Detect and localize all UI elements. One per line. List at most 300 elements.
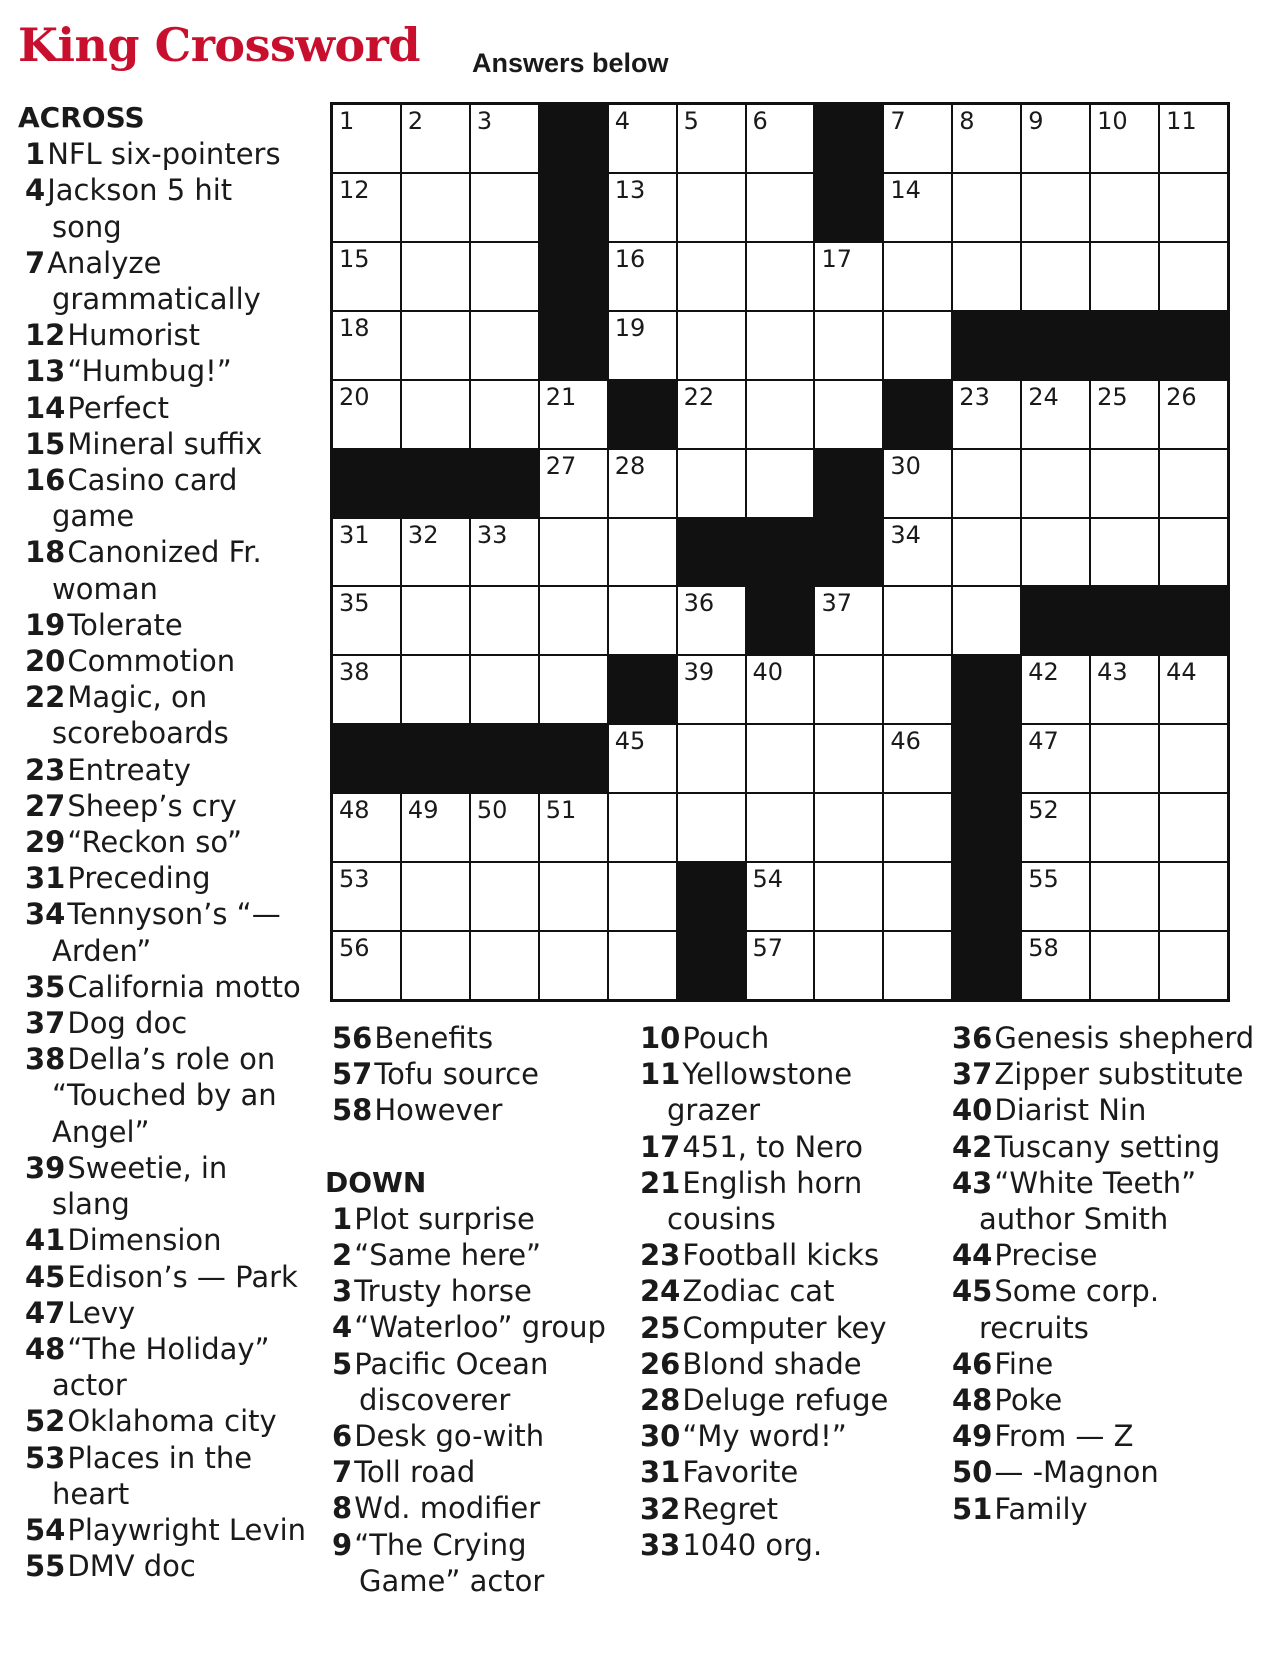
clue-number: 34: [25, 897, 66, 932]
down-clue: [325, 1346, 625, 1418]
cell-number: 3: [476, 107, 493, 135]
grid-cell[interactable]: [1160, 794, 1227, 861]
grid-cell[interactable]: [1022, 794, 1089, 861]
clue-text: Tolerate: [67, 607, 183, 642]
across-clue: [18, 1403, 308, 1439]
grid-cell[interactable]: [471, 519, 538, 586]
cell-number: 24: [1028, 382, 1059, 411]
clue-text: Desk go-with: [354, 1419, 545, 1454]
grid-cell[interactable]: [540, 932, 607, 999]
clue-number: 48: [25, 1331, 66, 1366]
across-clue: [325, 1020, 625, 1056]
across-clue: [18, 607, 308, 643]
across-clue: [18, 1331, 308, 1403]
grid-cell[interactable]: [471, 381, 538, 448]
grid-cell[interactable]: [333, 312, 400, 379]
cell-number: 58: [1028, 934, 1059, 963]
clue-text: Blond shade: [682, 1346, 862, 1381]
clue-number: 2: [332, 1238, 353, 1273]
grid-cell[interactable]: [609, 243, 676, 310]
black-square: [678, 863, 745, 930]
clue-number: 5: [332, 1346, 353, 1381]
clue-number: 25: [640, 1310, 681, 1345]
grid-cell[interactable]: [1091, 381, 1158, 448]
clue-text: Playwright Levin: [67, 1512, 307, 1547]
grid-cell[interactable]: [1022, 450, 1089, 517]
clue-number: 39: [25, 1150, 66, 1185]
across-clue: [18, 172, 308, 244]
grid-cell[interactable]: [747, 174, 814, 241]
black-square: [471, 450, 538, 517]
grid-cell[interactable]: [953, 105, 1020, 172]
grid-cell[interactable]: [815, 725, 882, 792]
clue-number: 31: [25, 861, 66, 896]
clue-text: Yellowstone grazer: [667, 1057, 853, 1128]
black-square: [471, 725, 538, 792]
grid-cell[interactable]: [333, 863, 400, 930]
clue-text: Edison’s — Park: [67, 1259, 298, 1294]
clue-number: 28: [640, 1383, 681, 1418]
grid-cell[interactable]: [678, 243, 745, 310]
down-clue: [945, 1418, 1275, 1454]
cell-number: 7: [890, 107, 906, 135]
down-clue: [633, 1454, 933, 1490]
across-clue: [18, 824, 308, 860]
crossword-grid: [330, 102, 1230, 1002]
grid-cell[interactable]: [402, 105, 469, 172]
grid-cell[interactable]: [609, 174, 676, 241]
down-clue: [633, 1418, 933, 1454]
grid-cell[interactable]: [747, 863, 814, 930]
grid-cell[interactable]: [1091, 519, 1158, 586]
grid-cell[interactable]: [884, 450, 951, 517]
grid-cell[interactable]: [609, 587, 676, 654]
cell-number: 37: [821, 589, 852, 618]
grid-cell[interactable]: [1160, 519, 1227, 586]
grid-cell[interactable]: [747, 312, 814, 379]
cell-number: 36: [683, 589, 715, 618]
clue-text: Computer key: [682, 1310, 887, 1345]
cell-number: 31: [339, 520, 370, 549]
down-clue: [633, 1237, 933, 1273]
grid-cell[interactable]: [678, 105, 745, 172]
clue-number: 11: [640, 1057, 681, 1092]
grid-cell[interactable]: [1022, 105, 1089, 172]
across-clue: [325, 1056, 625, 1092]
grid-cell[interactable]: [815, 932, 882, 999]
cell-number: 25: [1097, 382, 1128, 411]
clue-text: Pacific Ocean discoverer: [354, 1346, 549, 1417]
cell-number: 55: [1028, 865, 1059, 894]
grid-cell[interactable]: [678, 725, 745, 792]
grid-cell[interactable]: [678, 587, 745, 654]
grid-cell[interactable]: [884, 794, 951, 861]
clue-text: Tennyson’s “— Arden”: [52, 897, 281, 968]
black-square: [953, 656, 1020, 723]
black-square: [540, 312, 607, 379]
grid-cell[interactable]: [1160, 105, 1227, 172]
cell-number: 6: [752, 107, 768, 135]
down-clue: [945, 1092, 1275, 1128]
down-clue: [945, 1491, 1275, 1527]
grid-cell[interactable]: [402, 312, 469, 379]
grid-cell[interactable]: [540, 519, 607, 586]
cell-number: 13: [614, 175, 646, 204]
grid-cell[interactable]: [609, 725, 676, 792]
clue-number: 14: [25, 390, 66, 425]
grid-cell[interactable]: [1160, 863, 1227, 930]
grid-cell[interactable]: [953, 450, 1020, 517]
clue-number: 50: [952, 1455, 993, 1490]
clue-text: Levy: [67, 1295, 136, 1330]
clue-number: 43: [952, 1165, 993, 1200]
black-square: [815, 174, 882, 241]
grid-cell[interactable]: [402, 794, 469, 861]
down-clue: [325, 1309, 625, 1345]
across-clue: [18, 1005, 308, 1041]
grid-cell[interactable]: [884, 587, 951, 654]
grid-cell[interactable]: [1091, 174, 1158, 241]
across-clue: [18, 679, 308, 751]
clue-text: Magic, on scoreboards: [52, 680, 229, 751]
grid-cell[interactable]: [953, 174, 1020, 241]
clue-number: 21: [640, 1165, 681, 1200]
cell-number: 2: [407, 107, 424, 135]
down-clue: [633, 1056, 933, 1128]
grid-cell[interactable]: [540, 863, 607, 930]
grid-cell[interactable]: [540, 587, 607, 654]
cell-number: 9: [1028, 107, 1044, 135]
black-square: [609, 381, 676, 448]
black-square: [609, 656, 676, 723]
grid-cell[interactable]: [1160, 932, 1227, 999]
grid-cell[interactable]: [884, 519, 951, 586]
grid-cell[interactable]: [815, 587, 882, 654]
grid-cell[interactable]: [747, 450, 814, 517]
grid-cell[interactable]: [884, 725, 951, 792]
grid-cell[interactable]: [678, 794, 745, 861]
grid-cell[interactable]: [471, 174, 538, 241]
cell-number: 19: [614, 313, 646, 342]
black-square: [953, 725, 1020, 792]
down-clue: [945, 1237, 1275, 1273]
grid-cell[interactable]: [402, 519, 469, 586]
clue-number: 10: [640, 1021, 681, 1055]
grid-cell[interactable]: [471, 932, 538, 999]
black-square: [678, 932, 745, 999]
cell-number: 12: [339, 175, 370, 204]
down-clue: [945, 1382, 1275, 1418]
clue-text: Benefits: [374, 1021, 494, 1055]
grid-cell[interactable]: [1160, 174, 1227, 241]
grid-cell[interactable]: [402, 656, 469, 723]
clue-text: Tuscany setting: [994, 1129, 1221, 1164]
grid-cell[interactable]: [815, 656, 882, 723]
grid-cell[interactable]: [884, 312, 951, 379]
across-clue: [18, 860, 308, 896]
grid-cell[interactable]: [953, 587, 1020, 654]
grid-cell[interactable]: [1091, 794, 1158, 861]
black-square: [815, 105, 882, 172]
grid-cell[interactable]: [747, 932, 814, 999]
grid-cell[interactable]: [333, 519, 400, 586]
cell-number: 4: [614, 107, 630, 135]
grid-cell[interactable]: [1160, 381, 1227, 448]
grid-cell[interactable]: [471, 312, 538, 379]
clue-column-2: [325, 1020, 625, 1599]
grid-cell[interactable]: [678, 174, 745, 241]
grid-cell[interactable]: [884, 932, 951, 999]
grid-cell[interactable]: [815, 863, 882, 930]
clue-text: Deluge refuge: [682, 1383, 889, 1418]
grid-cell[interactable]: [402, 174, 469, 241]
grid-cell[interactable]: [609, 794, 676, 861]
grid-cell[interactable]: [1160, 725, 1227, 792]
cell-number: 1: [339, 107, 355, 135]
grid-cell[interactable]: [471, 794, 538, 861]
grid-cell[interactable]: [815, 243, 882, 310]
clue-number: 47: [25, 1295, 66, 1330]
grid-cell[interactable]: [333, 587, 400, 654]
grid-cell[interactable]: [678, 450, 745, 517]
black-square: [540, 174, 607, 241]
black-square: [402, 725, 469, 792]
grid-cell[interactable]: [747, 794, 814, 861]
clue-text: Wd. modifier: [354, 1491, 541, 1526]
clue-number: 26: [640, 1346, 681, 1381]
grid-cell[interactable]: [333, 656, 400, 723]
cell-number: 17: [821, 244, 852, 273]
clue-number: 55: [25, 1549, 66, 1584]
down-clue: [633, 1382, 933, 1418]
cell-number: 51: [545, 796, 577, 825]
black-square: [333, 725, 400, 792]
clue-text: Football kicks: [682, 1238, 880, 1273]
clue-text: Jackson 5 hit song: [47, 173, 233, 244]
grid-cell[interactable]: [471, 863, 538, 930]
grid-cell[interactable]: [402, 381, 469, 448]
grid-cell[interactable]: [1091, 656, 1158, 723]
grid-cell[interactable]: [333, 174, 400, 241]
clue-number: 23: [640, 1238, 681, 1273]
grid-cell[interactable]: [1022, 381, 1089, 448]
cell-number: 40: [752, 658, 784, 687]
clue-number: 37: [952, 1057, 993, 1092]
grid-cell[interactable]: [540, 656, 607, 723]
grid-cell[interactable]: [471, 587, 538, 654]
grid-cell[interactable]: [333, 105, 400, 172]
across-clues-part1: [18, 136, 308, 1584]
grid-cell[interactable]: [609, 105, 676, 172]
clue-number: 22: [25, 680, 66, 715]
black-square: [953, 312, 1020, 379]
grid-cell[interactable]: [333, 932, 400, 999]
grid-cell[interactable]: [1022, 863, 1089, 930]
cell-number: 23: [959, 382, 990, 411]
grid-cell[interactable]: [1022, 725, 1089, 792]
grid-cell[interactable]: [471, 105, 538, 172]
black-square: [540, 243, 607, 310]
clue-number: 27: [25, 788, 66, 823]
down-clue: [633, 1491, 933, 1527]
cell-number: 45: [614, 727, 646, 756]
grid-cell[interactable]: [609, 312, 676, 379]
across-clue: [18, 1512, 308, 1548]
grid-cell[interactable]: [1091, 932, 1158, 999]
grid-cell[interactable]: [609, 519, 676, 586]
grid-cell[interactable]: [1022, 519, 1089, 586]
grid-cell[interactable]: [540, 794, 607, 861]
grid-cell[interactable]: [1160, 450, 1227, 517]
grid-cell[interactable]: [747, 381, 814, 448]
grid-cell[interactable]: [884, 174, 951, 241]
clue-number: 48: [952, 1383, 993, 1418]
grid-cell[interactable]: [884, 105, 951, 172]
clue-text: Tofu source: [374, 1057, 539, 1092]
down-clue: [325, 1418, 625, 1454]
across-clue: [18, 1041, 308, 1150]
grid-cell[interactable]: [1160, 243, 1227, 310]
grid-cell[interactable]: [1091, 105, 1158, 172]
grid-cell[interactable]: [402, 587, 469, 654]
clue-number: 52: [25, 1404, 66, 1439]
grid-cell[interactable]: [815, 312, 882, 379]
across-clue: [18, 1222, 308, 1258]
cell-number: 56: [339, 934, 370, 963]
cell-number: 16: [614, 244, 646, 273]
grid-cell[interactable]: [1091, 243, 1158, 310]
grid-cell[interactable]: [747, 105, 814, 172]
down-clue: [945, 1056, 1275, 1092]
clue-text: Sweetie, in slang: [52, 1150, 228, 1222]
clue-text: Pouch: [682, 1021, 770, 1055]
grid-cell[interactable]: [1091, 725, 1158, 792]
cell-number: 26: [1166, 382, 1197, 411]
grid-cell[interactable]: [609, 863, 676, 930]
clue-text: Diarist Nin: [994, 1093, 1147, 1128]
cell-number: 10: [1097, 107, 1128, 135]
clue-number: 45: [25, 1259, 66, 1294]
across-clue: [18, 1259, 308, 1295]
grid-cell[interactable]: [1022, 932, 1089, 999]
clue-number: 33: [640, 1527, 681, 1562]
cell-number: 5: [683, 107, 699, 135]
clue-number: 45: [952, 1274, 993, 1309]
grid-cell[interactable]: [540, 381, 607, 448]
grid-cell[interactable]: [747, 656, 814, 723]
grid-cell[interactable]: [1022, 174, 1089, 241]
grid-cell[interactable]: [815, 794, 882, 861]
grid-cell[interactable]: [333, 381, 400, 448]
across-clue: [18, 390, 308, 426]
grid-cell[interactable]: [678, 312, 745, 379]
grid-cell[interactable]: [1091, 863, 1158, 930]
across-clue: [18, 752, 308, 788]
clue-text: Regret: [682, 1491, 778, 1526]
cell-number: 32: [407, 520, 439, 549]
across-clue: [18, 896, 308, 968]
cell-number: 20: [339, 382, 370, 411]
cell-number: 46: [890, 727, 921, 756]
cell-number: 22: [683, 382, 715, 411]
cell-number: 47: [1028, 727, 1059, 756]
grid-cell[interactable]: [1022, 656, 1089, 723]
grid-cell[interactable]: [402, 932, 469, 999]
grid-cell[interactable]: [609, 932, 676, 999]
clue-number: 18: [25, 535, 66, 570]
across-clue: [18, 1150, 308, 1222]
grid-cell[interactable]: [747, 243, 814, 310]
grid-cell[interactable]: [402, 863, 469, 930]
grid-cell[interactable]: [333, 794, 400, 861]
grid-cell[interactable]: [333, 243, 400, 310]
grid-cell[interactable]: [609, 450, 676, 517]
grid-cell[interactable]: [678, 381, 745, 448]
cell-number: 30: [890, 451, 921, 480]
grid-cell[interactable]: [953, 519, 1020, 586]
puzzle-title: King Crossword: [18, 18, 421, 72]
cell-number: 11: [1166, 107, 1197, 135]
black-square: [540, 725, 607, 792]
grid-cell[interactable]: [471, 656, 538, 723]
clue-text: Entreaty: [67, 752, 191, 787]
grid-cell[interactable]: [884, 243, 951, 310]
clue-number: 7: [332, 1455, 353, 1490]
down-clues-part1: [325, 1201, 625, 1599]
down-clue: [633, 1020, 933, 1056]
black-square: [747, 519, 814, 586]
grid-cell[interactable]: [884, 863, 951, 930]
cell-number: 15: [339, 244, 370, 273]
grid-cell[interactable]: [678, 656, 745, 723]
grid-cell[interactable]: [402, 243, 469, 310]
clue-number: 42: [952, 1129, 993, 1164]
down-clue: [633, 1310, 933, 1346]
grid-cell[interactable]: [747, 725, 814, 792]
black-square: [1022, 587, 1089, 654]
clue-number: 40: [952, 1093, 993, 1128]
black-square: [1022, 312, 1089, 379]
across-clues-part2: [325, 1020, 625, 1129]
grid-cell[interactable]: [953, 243, 1020, 310]
grid-cell[interactable]: [815, 381, 882, 448]
across-clue: [18, 1440, 308, 1512]
grid-cell[interactable]: [1160, 656, 1227, 723]
grid-cell[interactable]: [953, 381, 1020, 448]
clue-number: 8: [332, 1491, 353, 1526]
clue-number: 30: [640, 1419, 681, 1454]
black-square: [953, 932, 1020, 999]
across-clue: [18, 353, 308, 389]
grid-cell[interactable]: [1091, 450, 1158, 517]
across-clue: [18, 643, 308, 679]
clue-number: 4: [332, 1310, 353, 1345]
cell-number: 42: [1028, 658, 1059, 687]
clue-text: Zipper substitute: [994, 1057, 1244, 1092]
grid-cell[interactable]: [471, 243, 538, 310]
clue-number: 58: [332, 1093, 373, 1128]
black-square: [1091, 312, 1158, 379]
clue-text: Trusty horse: [354, 1274, 532, 1309]
grid-cell[interactable]: [884, 656, 951, 723]
clue-number: 1: [25, 137, 46, 172]
down-clue: [325, 1454, 625, 1490]
clue-text: 1040 org.: [682, 1527, 823, 1562]
grid-cell[interactable]: [1022, 243, 1089, 310]
black-square: [540, 105, 607, 172]
across-clue: [18, 426, 308, 462]
grid-cell[interactable]: [540, 450, 607, 517]
